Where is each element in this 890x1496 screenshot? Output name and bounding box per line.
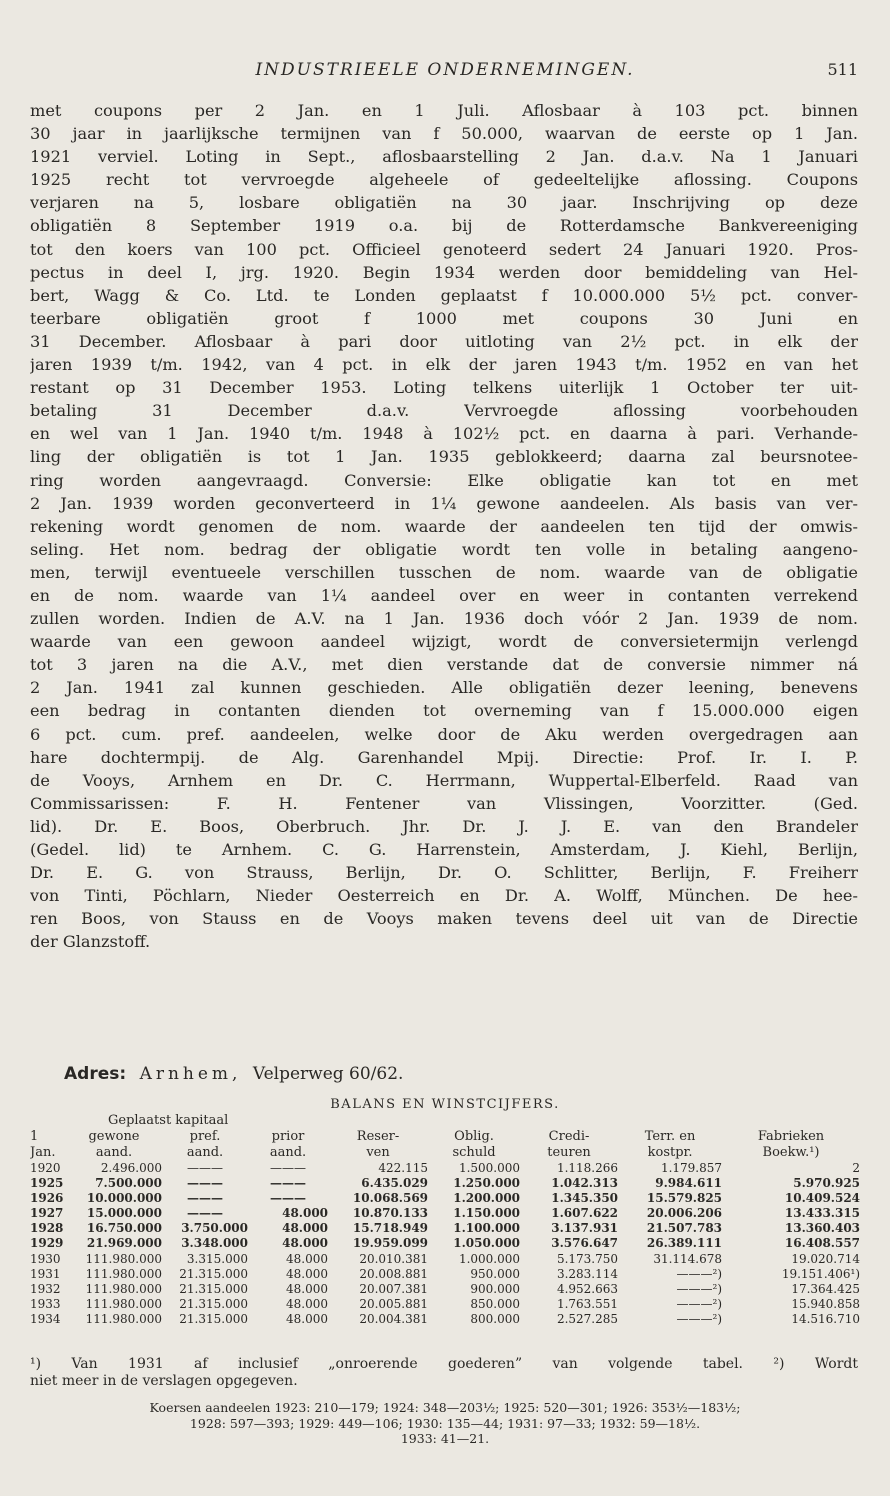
text-line: 31 December. Aflosbaar à pari door uitloting van 2½ pct. in elk der — [30, 331, 858, 351]
table-cell-fabrieken: 13.433.315 — [784, 1206, 861, 1221]
table-cell-terr: 31.114.678 — [653, 1251, 723, 1266]
table-cell-fabrieken: 17.364.425 — [791, 1281, 861, 1296]
address-label: Adres: — [64, 1064, 127, 1084]
text-line: pectus in deel I, jrg. 1920. Begin 1934 werden door bemiddeling van Hel- — [30, 262, 858, 282]
table-cell-terr: ———²) — [676, 1266, 723, 1281]
table-cell-prior: ——— — [270, 1176, 307, 1191]
column-header: Terr. en — [644, 1129, 696, 1144]
text-line: 1925 recht tot vervroegde algeheele of gedeeltelijke aflossing. Coupons — [30, 170, 858, 190]
table-row — [30, 1221, 860, 1236]
table-cell-oblig: 1.150.000 — [453, 1206, 521, 1221]
table-row — [30, 1267, 860, 1282]
table-cell-year: 1920 — [30, 1161, 61, 1175]
text-line: jaren 1939 t/m. 1942, van 4 pct. in elk der jaren 1943 t/m. 1952 en van het — [30, 355, 858, 375]
table-cell-fabrieken: 5.970.925 — [793, 1176, 861, 1191]
table-row — [30, 1297, 860, 1312]
table-cell-pref: ——— — [187, 1206, 223, 1221]
table-row — [30, 1206, 860, 1221]
text-line: ren Boos, von Stauss en de Vooys maken tevens deel uit van de Directie — [30, 909, 858, 929]
table-cell-oblig: 1.500.000 — [458, 1161, 521, 1175]
text-line: Commissarissen: F. H. Fentener van Vlissingen, Voorzitter. (Ged. — [30, 793, 858, 813]
text-line: tot den koers van 100 pct. Officieel genoteerd sedert 24 Januari 1920. Pros- — [30, 239, 858, 259]
table-cell-terr: ———²) — [676, 1296, 723, 1311]
table-cell-reserven: 19.959.099 — [352, 1236, 429, 1251]
text-line: bert, Wagg & Co. Ltd. te Londen geplaatst f 10.000.000 5½ pct. conver- — [30, 285, 858, 305]
table-cell-crediteuren: 1.345.350 — [551, 1191, 619, 1206]
table-cell-gewone: 111.980.000 — [85, 1251, 162, 1266]
address-street: Velperweg 60/62. — [252, 1064, 404, 1084]
table-cell-crediteuren: 2.527.285 — [556, 1311, 619, 1326]
table-cell-gewone: 21.969.000 — [86, 1236, 162, 1251]
table-cell-pref: 21.315.000 — [179, 1311, 248, 1326]
table-cell-reserven: 20.010.381 — [359, 1251, 429, 1266]
table-footnotes — [30, 1356, 858, 1390]
table-cell-crediteuren: 5.173.750 — [556, 1251, 619, 1266]
table-cell-gewone: 10.000.000 — [86, 1191, 162, 1206]
text-line: von Tinti, Pöchlarn, Nieder Oesterreich en Dr. A. Wolff, München. De hee- — [30, 886, 858, 906]
table-cell-reserven: 20.005.881 — [359, 1296, 429, 1311]
text-line: restant op 31 December 1953. Loting telkens uiterlijk 1 October ter uit- — [30, 378, 858, 398]
table-cell-reserven: 6.435.029 — [361, 1176, 429, 1191]
table-cell-oblig: 950.000 — [470, 1266, 521, 1281]
column-header: Oblig. — [454, 1129, 494, 1144]
footnote-line: ¹) Van 1931 af inclusief „onroerende goederen” van volgende tabel. ²) Wordt — [30, 1356, 858, 1372]
table-cell-prior: ——— — [270, 1191, 307, 1206]
table-cell-fabrieken: 19.020.714 — [791, 1251, 861, 1266]
column-header: ven — [366, 1145, 390, 1160]
column-header: schuld — [452, 1145, 496, 1160]
column-header: 1 — [30, 1129, 39, 1144]
table-row — [30, 1161, 860, 1176]
table-cell-terr: ———²) — [676, 1281, 723, 1296]
share-prices — [0, 1400, 890, 1447]
price-line: Koersen aandeelen 1923: 210—179; 1924: 348—203½; 1925: 520—301; 1926: 353½—183½; — [149, 1400, 741, 1415]
table-row — [30, 1312, 860, 1327]
table-cell-year: 1930 — [30, 1251, 61, 1266]
address-line — [64, 1064, 864, 1084]
table-cell-year: 1925 — [30, 1176, 64, 1191]
table-cell-terr: 15.579.825 — [646, 1191, 723, 1206]
table-cell-oblig: 850.000 — [470, 1296, 521, 1311]
page-header — [0, 60, 890, 84]
text-line: der Glanzstoff. — [30, 932, 151, 952]
table-cell-terr: 21.507.783 — [646, 1221, 723, 1236]
text-line: teerbare obligatiën groot f 1000 met coupons 30 Juni en — [30, 308, 858, 328]
text-line: de Vooys, Arnhem en Dr. C. Herrmann, Wuppertal-Elberfeld. Raad van — [30, 770, 858, 790]
table-cell-fabrieken: 10.409.524 — [784, 1191, 861, 1206]
table-cell-gewone: 15.000.000 — [86, 1206, 162, 1221]
column-header: prior — [271, 1129, 305, 1144]
table-cell-oblig: 1.250.000 — [453, 1176, 521, 1191]
table-cell-crediteuren: 1.607.622 — [551, 1206, 619, 1221]
table-cell-oblig: 1.100.000 — [453, 1221, 521, 1236]
text-line: met coupons per 2 Jan. en 1 Juli. Aflosbaar à 103 pct. binnen — [30, 101, 858, 120]
table-cell-prior: 48.000 — [286, 1311, 329, 1326]
text-line: 6 pct. cum. pref. aandeelen, welke door de Aku werden overgedragen aan — [30, 724, 858, 744]
table-cell-reserven: 10.870.133 — [352, 1206, 429, 1221]
table-cell-prior: 48.000 — [282, 1236, 329, 1251]
price-line: 1928: 597—393; 1929: 449—106; 1930: 135—44; 1931: 97—33; 1932: 59—18½. — [189, 1415, 701, 1431]
table-cell-prior: 48.000 — [282, 1206, 329, 1221]
address-city: Arnhem, — [139, 1064, 242, 1084]
table-cell-gewone: 111.980.000 — [85, 1266, 162, 1281]
table-cell-gewone: 2.496.000 — [100, 1161, 162, 1175]
table-cell-crediteuren: 1.042.313 — [551, 1176, 619, 1191]
table-cell-gewone: 111.980.000 — [85, 1296, 162, 1311]
table-cell-reserven: 20.004.381 — [359, 1311, 429, 1326]
text-line: rekening wordt genomen de nom. waarde der aandeelen ten tijd der omwis- — [30, 516, 858, 536]
table-row — [30, 1282, 860, 1297]
table-cell-pref: 21.315.000 — [179, 1296, 248, 1311]
header-row-2 — [30, 1145, 860, 1161]
column-header: Credi- — [548, 1129, 590, 1144]
table-cell-crediteuren: 4.952.663 — [556, 1281, 619, 1296]
table-cell-gewone: 111.980.000 — [85, 1311, 162, 1326]
column-header: kostpr. — [647, 1145, 693, 1160]
table-cell-prior: 48.000 — [282, 1221, 329, 1236]
table-cell-crediteuren: 1.763.551 — [556, 1296, 619, 1311]
table-cell-oblig: 800.000 — [470, 1311, 521, 1326]
column-header: aand. — [186, 1145, 224, 1160]
table-cell-year: 1929 — [30, 1236, 64, 1251]
footnote-line: niet meer in de verslagen opgegeven. — [30, 1373, 298, 1389]
header-row-1 — [30, 1129, 860, 1145]
text-line: men, terwijl eventueele verschillen tusschen de nom. waarde van de obligatie — [30, 562, 858, 582]
table-row — [30, 1252, 860, 1267]
price-line: 1933: 41—21. — [400, 1431, 490, 1446]
table-cell-terr: 1.179.857 — [660, 1161, 723, 1175]
text-line: een bedrag in contanten dienden tot overneming van f 15.000.000 eigen — [30, 701, 858, 721]
text-line: Dr. E. G. von Strauss, Berlijn, Dr. O. Schlitter, Berlijn, F. Freiherr — [30, 863, 858, 883]
table-cell-gewone: 16.750.000 — [86, 1221, 162, 1236]
table-cell-pref: 21.315.000 — [179, 1266, 248, 1281]
table-cell-fabrieken: 15.940.858 — [791, 1296, 861, 1311]
table-cell-year: 1932 — [30, 1281, 61, 1296]
table-cell-oblig: 1.000.000 — [458, 1251, 521, 1266]
table-cell-fabrieken: 2 — [852, 1161, 861, 1175]
table-cell-reserven: 15.718.949 — [352, 1221, 429, 1236]
text-line: lid). Dr. E. Boos, Oberbruch. Jhr. Dr. J. J. E. van den Brandeler — [30, 816, 858, 836]
table-cell-pref: ——— — [187, 1161, 223, 1175]
text-line: 1921 verviel. Loting in Sept., aflosbaarstelling 2 Jan. d.a.v. Na 1 Januari — [30, 147, 858, 167]
text-line: ring worden aangevraagd. Conversie: Elke obligatie kan tot en met — [30, 470, 858, 490]
table-row — [30, 1191, 860, 1206]
column-header: Fabrieken — [757, 1129, 825, 1144]
table-cell-year: 1928 — [30, 1221, 64, 1236]
table-cell-fabrieken: 13.360.403 — [784, 1221, 861, 1236]
table-cell-reserven: 20.007.381 — [359, 1281, 429, 1296]
text-line: hare dochtermpij. de Alg. Garenhandel Mpij. Directie: Prof. Ir. I. P. — [30, 747, 858, 767]
table-cell-prior: 48.000 — [286, 1281, 329, 1296]
balance-table — [30, 1113, 860, 1327]
text-line: zullen worden. Indien de A.V. na 1 Jan. 1936 doch vóór 2 Jan. 1939 de nom. — [30, 609, 858, 629]
table-cell-gewone: 111.980.000 — [85, 1281, 162, 1296]
text-line: seling. Het nom. bedrag der obligatie wordt ten volle in betaling aangeno- — [30, 539, 858, 559]
text-line: en de nom. waarde van 1¼ aandeel over en weer in contanten verrekend — [30, 585, 858, 605]
table-cell-year: 1934 — [30, 1311, 61, 1326]
table-cell-year: 1933 — [30, 1296, 61, 1311]
page-number: 511 — [827, 60, 858, 79]
table-cell-year: 1926 — [30, 1191, 64, 1206]
group-header: Geplaatst kapitaal — [108, 1113, 229, 1128]
body-text — [30, 99, 858, 953]
table-cell-prior: 48.000 — [286, 1266, 329, 1281]
table-cell-crediteuren: 3.137.931 — [551, 1221, 619, 1236]
table-cell-year: 1931 — [30, 1266, 61, 1281]
table-cell-gewone: 7.500.000 — [95, 1176, 162, 1191]
table-cell-pref: ——— — [187, 1176, 223, 1191]
column-header: Boekw.¹) — [762, 1145, 820, 1160]
table-cell-terr: 20.006.206 — [646, 1206, 723, 1221]
table-cell-terr: ———²) — [676, 1311, 723, 1326]
text-line: 2 Jan. 1939 worden geconverteerd in 1¼ gewone aandeelen. Als basis van ver- — [30, 493, 858, 513]
column-header: aand. — [269, 1145, 307, 1160]
table-cell-prior: ——— — [270, 1161, 307, 1175]
table-cell-pref: ——— — [187, 1191, 223, 1206]
table-cell-crediteuren: 3.576.647 — [551, 1236, 619, 1251]
table-cell-prior: 48.000 — [286, 1296, 329, 1311]
table-cell-pref: 3.348.000 — [181, 1236, 248, 1251]
table-cell-pref: 3.315.000 — [186, 1251, 248, 1266]
table-title: BALANS EN WINSTCIJFERS. — [330, 1097, 560, 1112]
column-header: teuren — [547, 1145, 591, 1160]
table-cell-terr: 26.389.111 — [646, 1236, 723, 1251]
text-line: tot 3 jaren na die A.V., met dien verstande dat de conversie nimmer ná — [30, 655, 858, 675]
table-row — [30, 1176, 860, 1191]
column-header: Jan. — [30, 1145, 56, 1160]
table-cell-oblig: 900.000 — [470, 1281, 521, 1296]
table-cell-pref: 3.750.000 — [181, 1221, 248, 1236]
column-header: Reser- — [356, 1129, 400, 1144]
text-line: 2 Jan. 1941 zal kunnen geschieden. Alle obligatiën dezer leening, benevens — [30, 678, 858, 698]
table-cell-crediteuren: 3.283.114 — [556, 1266, 619, 1281]
column-header: pref. — [189, 1129, 221, 1144]
running-title: INDUSTRIEELE ONDERNEMINGEN. — [255, 60, 635, 80]
text-line: betaling 31 December d.a.v. Vervroegde aflossing voorbehouden — [30, 401, 858, 421]
table-cell-fabrieken: 16.408.557 — [784, 1236, 861, 1251]
table-cell-crediteuren: 1.118.266 — [556, 1161, 619, 1175]
table-cell-fabrieken: 19.151.406¹) — [781, 1266, 861, 1281]
table-row — [30, 1236, 860, 1251]
table-cell-pref: 21.315.000 — [179, 1281, 248, 1296]
table-cell-oblig: 1.200.000 — [453, 1191, 521, 1206]
text-line: (Gedel. lid) te Arnhem. C. G. Harrenstein, Amsterdam, J. Kiehl, Berlijn, — [30, 840, 858, 859]
table-cell-terr: 9.984.611 — [655, 1176, 723, 1191]
column-header: aand. — [95, 1145, 133, 1160]
text-line: en wel van 1 Jan. 1940 t/m. 1948 à 102½ pct. en daarna à pari. Verhande- — [30, 424, 858, 444]
table-cell-year: 1927 — [30, 1206, 64, 1221]
text-line: verjaren na 5, losbare obligatiën na 30 jaar. Inschrijving op deze — [30, 193, 858, 213]
table-cell-reserven: 10.068.569 — [352, 1191, 429, 1206]
table-cell-oblig: 1.050.000 — [453, 1236, 521, 1251]
table-cell-prior: 48.000 — [286, 1251, 329, 1266]
table-cell-fabrieken: 14.516.710 — [791, 1311, 861, 1326]
text-line: waarde van een gewoon aandeel wijzigt, wordt de conversietermijn verlengd — [30, 632, 858, 652]
text-line: 30 jaar in jaarlijksche termijnen van f 50.000, waarvan de eerste op 1 Jan. — [30, 124, 858, 144]
column-header: gewone — [88, 1129, 140, 1144]
table-cell-reserven: 20.008.881 — [359, 1266, 429, 1281]
table-cell-reserven: 422.115 — [378, 1161, 429, 1175]
text-line: obligatiën 8 September 1919 o.a. bij de Rotterdamsche Bankvereeniging — [30, 216, 858, 236]
text-line: ling der obligatiën is tot 1 Jan. 1935 geblokkeerd; daarna zal beursnotee- — [30, 447, 858, 467]
